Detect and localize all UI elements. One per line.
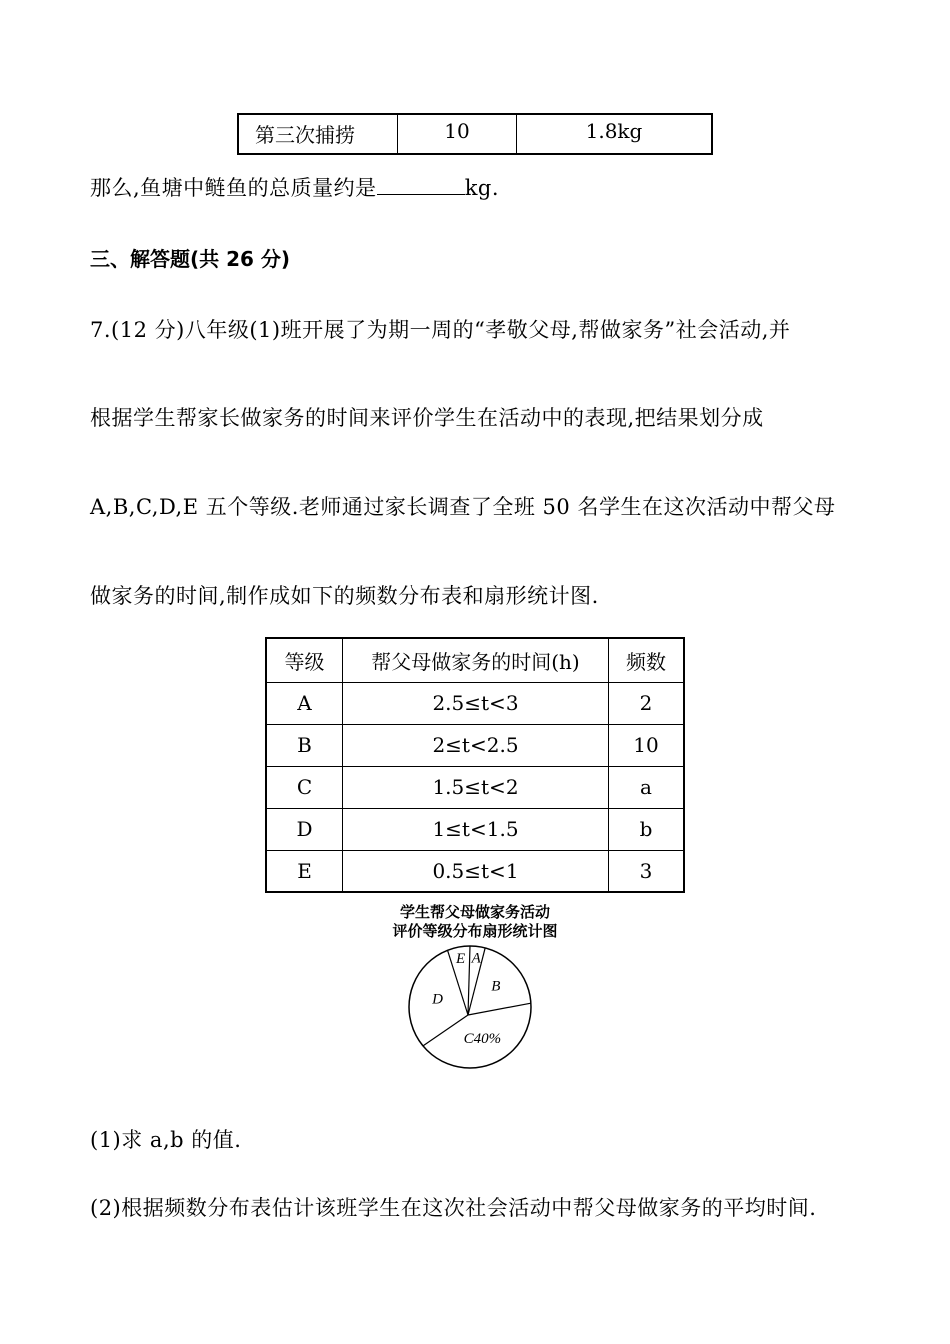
time-cell: 0.5≤t<1	[343, 850, 609, 892]
problem-line-1: 7.(12 分)八年级(1)班开展了为期一周的“孝敬父母,帮做家务”社会活动,并	[90, 318, 791, 342]
time-cell: 1≤t<1.5	[343, 808, 609, 850]
header-frequency: 频数	[609, 638, 685, 682]
table-row	[266, 808, 684, 850]
chart-title: 学生帮父母做家务活动	[399, 903, 550, 921]
table-row	[266, 682, 684, 724]
frequency-cell: b	[609, 808, 685, 850]
problem-line-2: 根据学生帮家长做家务的时间来评价学生在活动中的表现,把结果划分成	[90, 406, 764, 430]
table-row	[266, 724, 684, 766]
table-row	[266, 766, 684, 808]
grade-cell: E	[266, 850, 343, 892]
chart-subtitle: 评价等级分布扇形统计图	[392, 922, 558, 940]
problem-line-4: 做家务的时间,制作成如下的频数分布表和扇形统计图.	[90, 584, 599, 608]
table-row	[238, 114, 712, 154]
header-grade: 等级	[266, 638, 343, 682]
frequency-cell: 3	[609, 850, 685, 892]
pie-label-e: E	[456, 950, 466, 967]
catch-mass-cell: 1.8kg	[517, 114, 713, 154]
time-cell: 2≤t<2.5	[343, 724, 609, 766]
frequency-cell: 2	[609, 682, 685, 724]
pie-label-b: B	[491, 978, 501, 995]
frequency-cell: 10	[609, 724, 685, 766]
fill-question-unit: kg.	[464, 176, 500, 200]
pie-label-c: C40%	[463, 1031, 502, 1048]
time-cell: 2.5≤t<3	[343, 682, 609, 724]
catch-count-cell: 10	[398, 114, 517, 154]
header-time: 帮父母做家务的时间(h)	[343, 638, 609, 682]
grade-cell: B	[266, 724, 343, 766]
answer-blank	[377, 176, 465, 195]
pie-label-a: A	[471, 950, 481, 967]
time-cell: 1.5≤t<2	[343, 766, 609, 808]
table-header-row	[266, 638, 684, 682]
pie-label-d: D	[432, 991, 443, 1008]
frequency-table	[265, 637, 685, 893]
grade-cell: C	[266, 766, 343, 808]
question-2: (2)根据频数分布表估计该班学生在这次社会活动中帮父母做家务的平均时间.	[90, 1196, 817, 1220]
table-row	[266, 850, 684, 892]
pie-chart	[400, 942, 540, 1072]
problem-line-3: A,B,C,D,E 五个等级.老师通过家长调查了全班 50 名学生在这次活动中帮父母	[90, 495, 836, 519]
fill-question	[90, 172, 499, 202]
grade-cell: A	[266, 682, 343, 724]
fill-question-text: 那么,鱼塘中鲢鱼的总质量约是	[90, 176, 377, 200]
frequency-cell: a	[609, 766, 685, 808]
grade-cell: D	[266, 808, 343, 850]
section-heading: 三、解答题(共 26 分)	[90, 247, 291, 271]
question-1: (1)求 a,b 的值.	[90, 1128, 242, 1152]
catch-label-cell: 第三次捕捞	[238, 114, 398, 154]
catch-table	[237, 113, 713, 155]
